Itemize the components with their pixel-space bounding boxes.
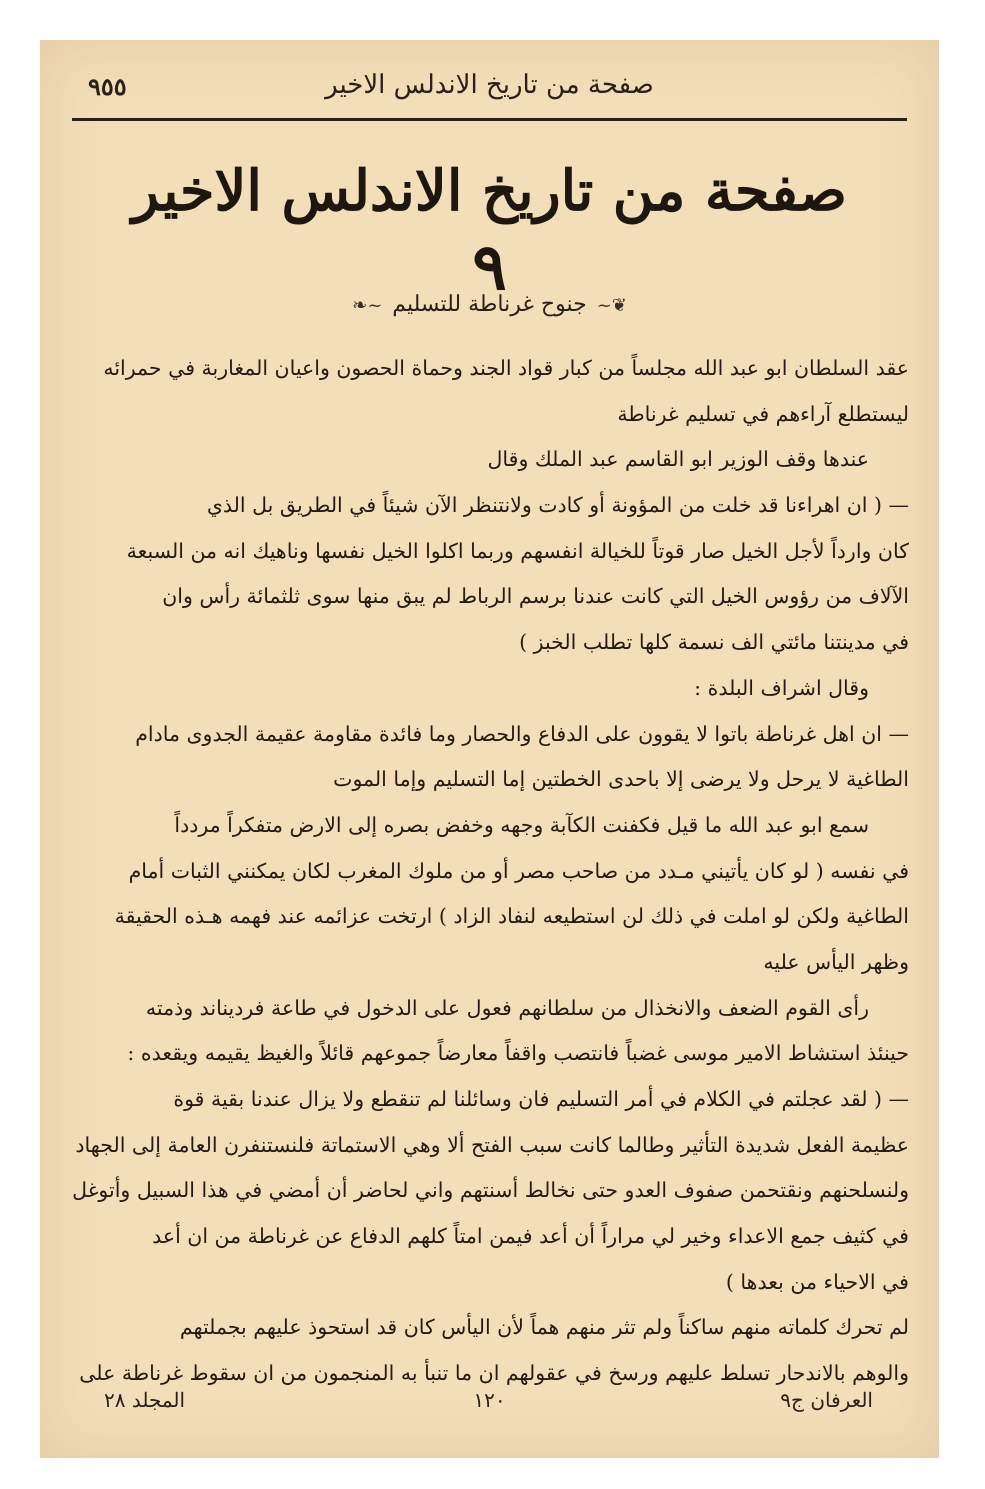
book-page bbox=[40, 40, 939, 1458]
text-line: عقد السلطان ابو عبد الله مجلساً من كبار قواد الجند وحماة الحصون واعيان المغاربة في حمرائه bbox=[103, 356, 909, 380]
text-line: سمع ابو عبد الله ما قيل فكفنت الكآبة وجهه وخفض بصره إلى الارض متفكراً مردداً bbox=[174, 812, 869, 837]
text-line: عظيمة الفعل شديدة التأثير وطالما كانت سبب الفتح ألا وهي الاستماتة فلنستنفرن العامة إلى الجهاد bbox=[75, 1132, 909, 1157]
text-line: ولنسلحنهم ونقتحمن صفوف العدو حتى نخالط أسنتهم واني لحاضر أن أمضي في هذا السبيل وأتوغل bbox=[72, 1178, 909, 1203]
text-line: الطاغية ولكن لو املت في ذلك لن استطيعه لنفاد الزاد ) ارتخت عزائمه عند فهمه هـذه الحقيقة bbox=[114, 904, 909, 929]
text-line: وظهر اليأس عليه bbox=[763, 949, 909, 974]
text-line: كان وارداً لأجل الخيل صار قوتاً للخيالة انفسهم وربما اكلوا الخيل نفسها وناهيك انه من السبعة bbox=[126, 538, 909, 563]
footer-volume: المجلد ٢٨ bbox=[104, 1388, 186, 1412]
text-line: — ( ان اهراءنا قد خلت من المؤونة أو كادت ولانتنظر الآن شيئاً في الطريق بل الذي bbox=[206, 493, 909, 518]
text-line: في مدينتنا مائتي الف نسمة كلها تطلب الخبز ) bbox=[519, 630, 909, 655]
article-body bbox=[70, 346, 909, 1397]
text-line: في كثيف جمع الاعداء وخير لي مراراً أن أعد فيمن امتاً كلهم الدفاع عن غرناطة من ان أعد bbox=[152, 1224, 909, 1249]
page-footer bbox=[40, 1388, 939, 1428]
footer-page-number: ١٢٠ bbox=[473, 1388, 506, 1412]
running-head-page-number: ٩٥٥ bbox=[88, 72, 127, 101]
text-line: لم تحرك كلماته منهم ساكناً ولم تثر منهم هماً لأن اليأس كان قد استحوذ عليهم بجملتهم bbox=[179, 1315, 909, 1340]
article-title: صفحة من تاريخ الاندلس الاخير bbox=[132, 158, 847, 224]
ornament-left-icon: ~❧ bbox=[352, 295, 383, 316]
footer-issue: العرفان ج٩ bbox=[780, 1388, 873, 1412]
text-line: الآلاف من رؤوس الخيل التي كانت عندنا برسم الرباط لم يبق منها سوى ثلثمائة رأس وان bbox=[162, 584, 909, 609]
running-head bbox=[40, 70, 939, 110]
chapter-number: ٩ bbox=[472, 230, 507, 305]
running-head-title: صفحة من تاريخ الاندلس الاخير bbox=[325, 70, 654, 100]
text-line: رأى القوم الضعف والانخذال من سلطانهم فعول على الدخول في طاعة فرديناند وذمته bbox=[145, 995, 869, 1020]
text-line: والوهم بالاندحار تسلط عليهم ورسخ في عقولهم ان ما تنبأ به المنجمون من ان سقوط غرناطة على bbox=[79, 1361, 909, 1386]
header-rule bbox=[72, 118, 907, 121]
text-line: الطاغية لا يرحل ولا يرضى إلا باحدى الخطتين إما التسليم وإما الموت bbox=[333, 767, 909, 792]
text-line: في الاحياء من بعدها ) bbox=[725, 1269, 909, 1294]
text-line: — ( لقد عجلتم في الكلام في أمر التسليم فان وسائلنا لم تنقطع ولا يزال عندنا بقية قوة bbox=[173, 1087, 909, 1111]
text-line: وقال اشراف البلدة : bbox=[694, 675, 869, 700]
text-line: عندها وقف الوزير ابو القاسم عبد الملك وقال bbox=[487, 447, 869, 472]
text-line: في نفسه ( لو كان يأتيني مـدد من صاحب مصر أو من ملوك المغرب لكان يمكنني الثبات أمام bbox=[128, 858, 909, 883]
section-subtitle bbox=[40, 292, 939, 317]
text-line: ليستطلع آراءهم في تسليم غرناطة bbox=[617, 401, 909, 426]
ornament-right-icon: ❦~ bbox=[596, 295, 627, 316]
subtitle-text: جنوح غرناطة للتسليم bbox=[392, 292, 587, 317]
text-line: حينئذ استشاط الامير موسى غضباً فانتصب واقفاً معارضاً جموعهم قائلاً والغيظ يقيمه ويقعده : bbox=[127, 1041, 909, 1066]
text-line: — ان اهل غرناطة باتوا لا يقوون على الدفاع والحصار وما فائدة مقاومة عقيمة الجدوى مادام bbox=[135, 721, 909, 746]
